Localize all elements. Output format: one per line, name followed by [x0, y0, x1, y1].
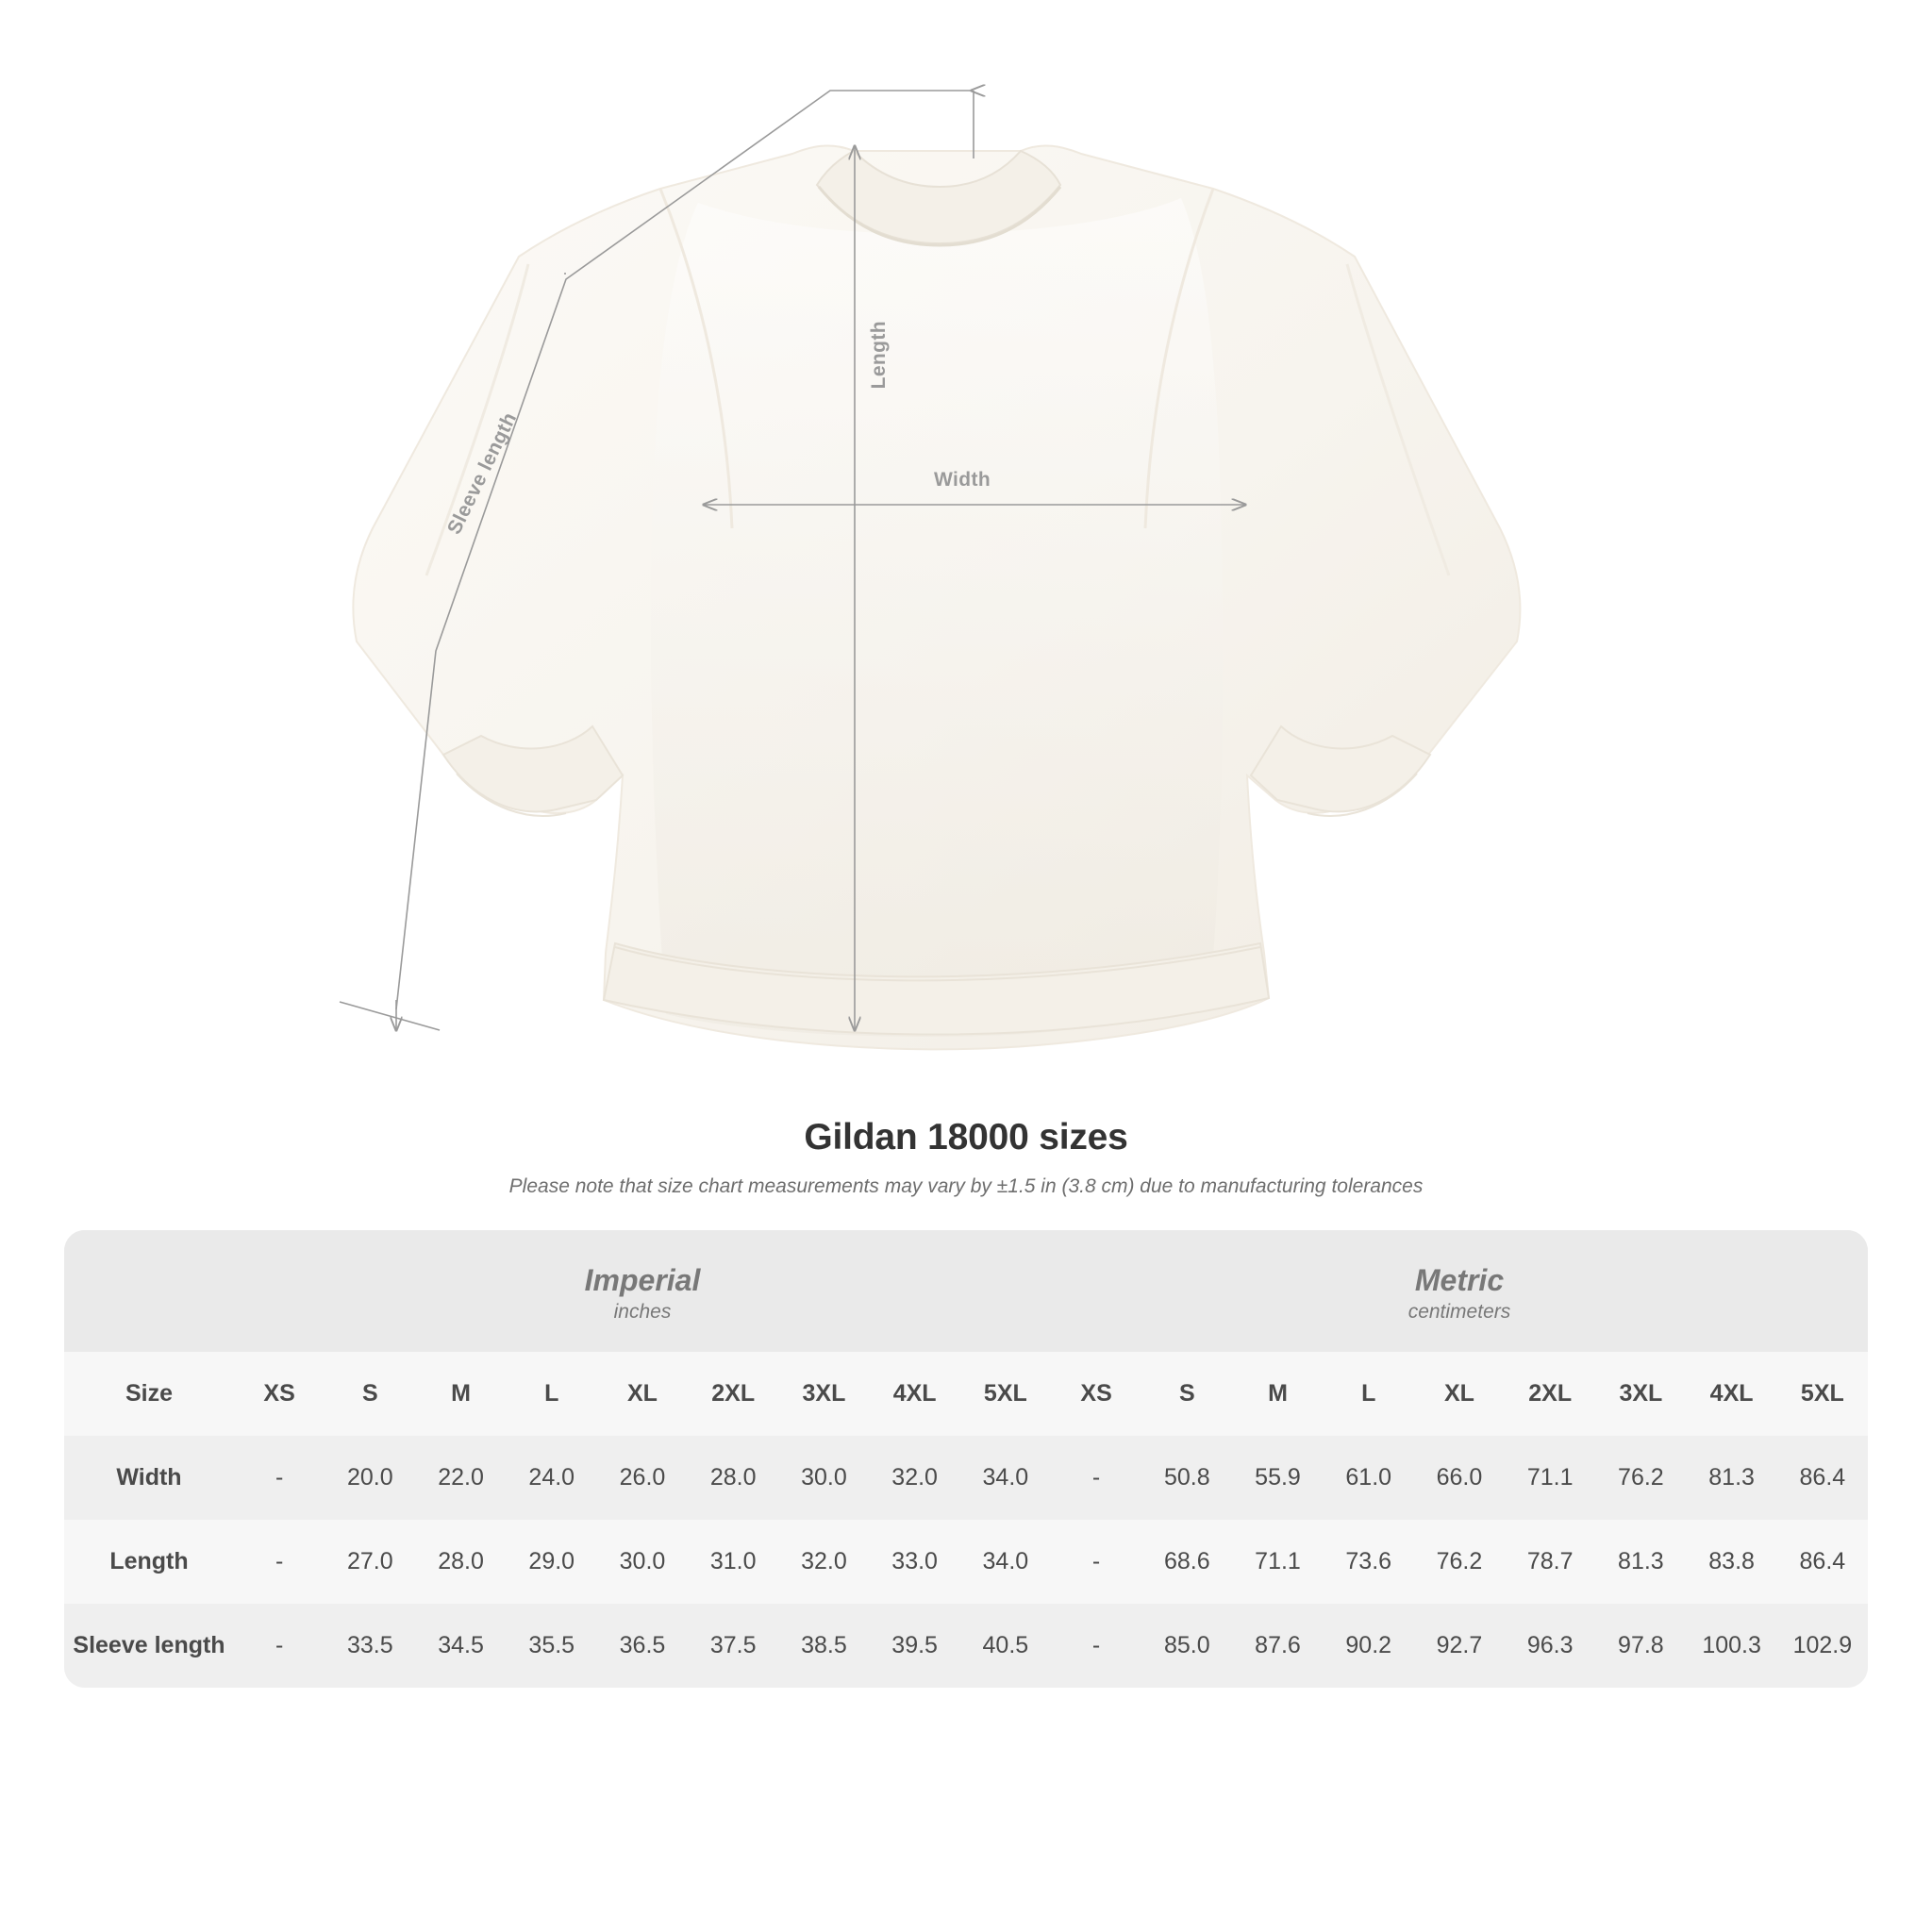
measurement-cell: 39.5: [870, 1604, 960, 1688]
measurement-cell: 30.0: [778, 1436, 869, 1520]
measurement-cell: 76.2: [1414, 1520, 1505, 1604]
size-chart-table: [64, 1230, 1868, 1688]
measurement-cell: -: [1051, 1604, 1141, 1688]
size-header-cell: M: [415, 1352, 506, 1436]
unit-name: Metric: [1414, 1263, 1505, 1297]
measurement-cell: 22.0: [415, 1436, 506, 1520]
size-header-cell: L: [507, 1352, 597, 1436]
size-header-cell: 5XL: [960, 1352, 1051, 1436]
size-header-row: [64, 1352, 1868, 1436]
size-header-cell: 3XL: [1595, 1352, 1686, 1436]
measurement-cell: 20.0: [325, 1436, 415, 1520]
measurement-cell: 28.0: [688, 1436, 778, 1520]
measurement-cell: 34.0: [960, 1520, 1051, 1604]
measurement-cell: -: [1051, 1436, 1141, 1520]
measurement-cell: 100.3: [1687, 1604, 1777, 1688]
measurement-cell: 32.0: [870, 1436, 960, 1520]
measurement-cell: 35.5: [507, 1604, 597, 1688]
measurement-cell: 73.6: [1324, 1520, 1414, 1604]
tolerance-note: Please note that size chart measurements may vary by ±1.5 in (3.8 cm) due to manufacturing tolerances: [508, 1175, 1424, 1197]
measurement-cell: 29.0: [507, 1520, 597, 1604]
size-header-cell: XL: [1414, 1352, 1505, 1436]
measurement-cell: 34.0: [960, 1436, 1051, 1520]
size-header-cell: 3XL: [778, 1352, 869, 1436]
measurement-cell: 33.5: [325, 1604, 415, 1688]
measurement-cell: 28.0: [415, 1520, 506, 1604]
row-label: Width: [64, 1436, 234, 1520]
measurement-cell: 68.6: [1141, 1520, 1232, 1604]
measurement-cell: 71.1: [1505, 1436, 1595, 1520]
measurement-cell: 26.0: [597, 1436, 688, 1520]
title-block: [0, 1117, 1932, 1198]
width-label: Width: [934, 469, 991, 491]
size-header-cell: 2XL: [688, 1352, 778, 1436]
measurement-cell: 81.3: [1595, 1520, 1686, 1604]
measurement-cell: 90.2: [1324, 1604, 1414, 1688]
size-header-cell: XL: [597, 1352, 688, 1436]
measurement-cell: 34.5: [415, 1604, 506, 1688]
measurement-cell: 78.7: [1505, 1520, 1595, 1604]
measurement-cell: 61.0: [1324, 1436, 1414, 1520]
sweatshirt-body: [353, 145, 1520, 1049]
length-label: Length: [868, 321, 890, 390]
measurement-cell: 36.5: [597, 1604, 688, 1688]
page-title: Gildan 18000 sizes: [804, 1117, 1128, 1158]
size-header-cell: 4XL: [1687, 1352, 1777, 1436]
unit-header-row: [64, 1230, 1868, 1352]
measurement-cell: 97.8: [1595, 1604, 1686, 1688]
measurement-cell: 85.0: [1141, 1604, 1232, 1688]
measurement-cell: -: [234, 1604, 325, 1688]
measurement-cell: 81.3: [1687, 1436, 1777, 1520]
size-header-cell: XS: [1051, 1352, 1141, 1436]
size-header-cell: M: [1232, 1352, 1323, 1436]
measurement-cell: 102.9: [1777, 1604, 1868, 1688]
measurement-cell: 37.5: [688, 1604, 778, 1688]
measurement-cell: 30.0: [597, 1520, 688, 1604]
row-label: Sleeve length: [64, 1604, 234, 1688]
sleeve-length-label: Sleeve length: [443, 408, 522, 539]
measurement-cell: -: [1051, 1520, 1141, 1604]
size-header-cell: 4XL: [870, 1352, 960, 1436]
unit-name: Imperial: [584, 1263, 701, 1297]
table-row: [64, 1604, 1868, 1688]
table-row: [64, 1520, 1868, 1604]
measurement-cell: 96.3: [1505, 1604, 1595, 1688]
measurement-cell: 55.9: [1232, 1436, 1323, 1520]
measurement-cell: 32.0: [778, 1520, 869, 1604]
unit-header-imperial: [234, 1230, 1051, 1352]
size-header-label: Size: [64, 1352, 234, 1436]
row-label: Length: [64, 1520, 234, 1604]
unit-header-spacer: [64, 1230, 234, 1352]
measurement-cell: 33.0: [870, 1520, 960, 1604]
measurement-cell: 40.5: [960, 1604, 1051, 1688]
unit-sub: centimeters: [1407, 1301, 1511, 1324]
measurement-cell: 27.0: [325, 1520, 415, 1604]
unit-sub: inches: [613, 1301, 672, 1324]
measurement-cell: 87.6: [1232, 1604, 1323, 1688]
measurement-cell: 38.5: [778, 1604, 869, 1688]
table-row: [64, 1436, 1868, 1520]
size-header-cell: 2XL: [1505, 1352, 1595, 1436]
measurement-cell: 92.7: [1414, 1604, 1505, 1688]
measurement-cell: 76.2: [1595, 1436, 1686, 1520]
size-header-cell: XS: [234, 1352, 325, 1436]
measurement-cell: 50.8: [1141, 1436, 1232, 1520]
measurement-cell: 66.0: [1414, 1436, 1505, 1520]
size-header-cell: 5XL: [1777, 1352, 1868, 1436]
measurement-cell: 83.8: [1687, 1520, 1777, 1604]
size-header-cell: S: [325, 1352, 415, 1436]
measurement-cell: 31.0: [688, 1520, 778, 1604]
measurement-cell: 24.0: [507, 1436, 597, 1520]
unit-header-metric: [1051, 1230, 1868, 1352]
measurement-cell: 86.4: [1777, 1436, 1868, 1520]
size-header-cell: S: [1141, 1352, 1232, 1436]
measurement-cell: 86.4: [1777, 1520, 1868, 1604]
measurement-cell: -: [234, 1520, 325, 1604]
size-header-cell: L: [1324, 1352, 1414, 1436]
measurement-cell: 71.1: [1232, 1520, 1323, 1604]
measurement-cell: -: [234, 1436, 325, 1520]
